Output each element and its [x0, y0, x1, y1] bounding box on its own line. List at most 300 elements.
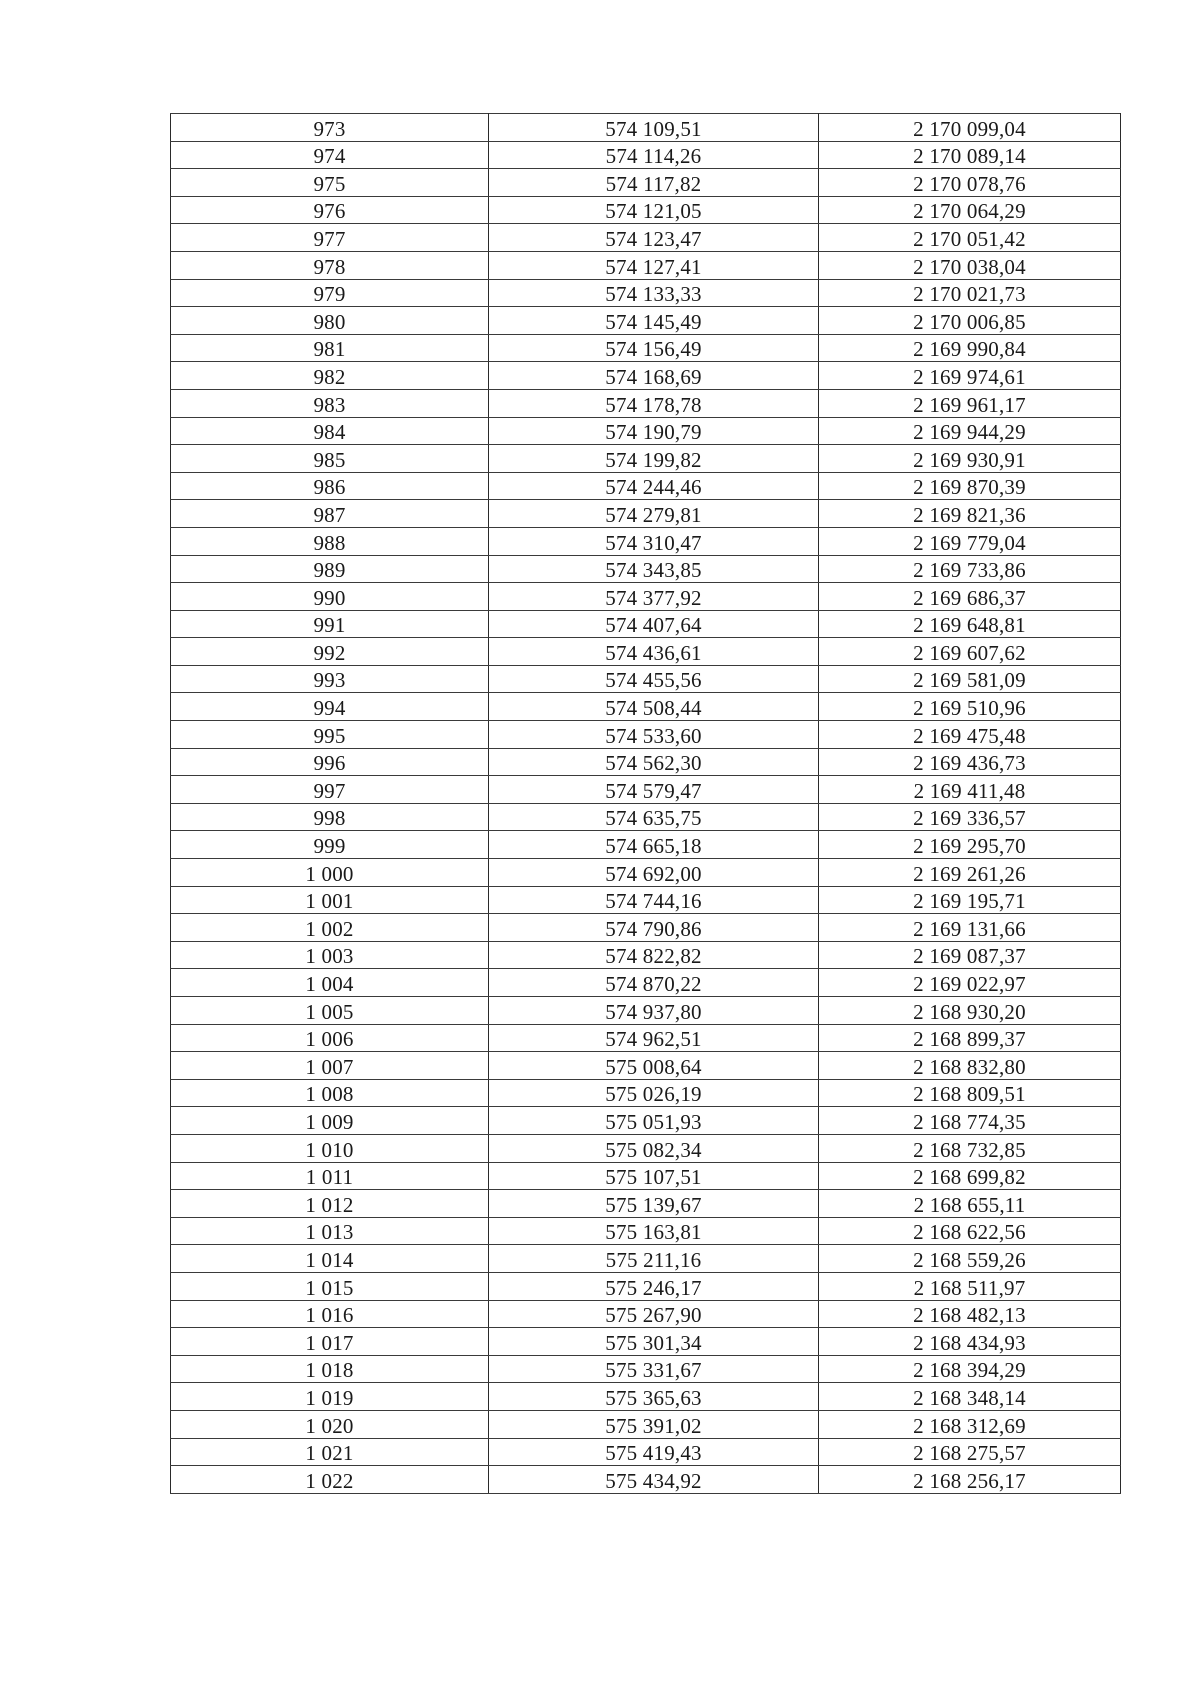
table-row: [171, 334, 1121, 362]
cell-text: 2 168 348,14: [913, 1385, 1026, 1410]
cell-text: 2 168 809,51: [913, 1082, 1026, 1107]
cell-text: 987: [313, 502, 346, 527]
table-row: [171, 1162, 1121, 1190]
y-coordinate-cell: [819, 1328, 1121, 1356]
y-coordinate-cell: [819, 859, 1121, 887]
point-number-cell: [171, 224, 489, 252]
x-coordinate-cell: [489, 389, 819, 417]
point-number-cell: [171, 1217, 489, 1245]
x-coordinate-cell: [489, 776, 819, 804]
cell-text: 981: [313, 337, 346, 362]
cell-text: 575 139,67: [605, 1192, 702, 1217]
y-coordinate-cell: [819, 445, 1121, 473]
table-row: [171, 1079, 1121, 1107]
point-number-cell: [171, 500, 489, 528]
cell-text: 994: [313, 696, 346, 721]
table-row: [171, 1272, 1121, 1300]
point-number-cell: [171, 1052, 489, 1080]
point-number-cell: [171, 307, 489, 335]
x-coordinate-cell: [489, 196, 819, 224]
cell-text: 574 790,86: [605, 916, 702, 941]
table-row: [171, 1438, 1121, 1466]
cell-text: 574 310,47: [605, 530, 702, 555]
table-row: [171, 445, 1121, 473]
cell-text: 1 002: [305, 916, 354, 941]
cell-text: 1 015: [305, 1275, 354, 1300]
x-coordinate-cell: [489, 334, 819, 362]
cell-text: 1 000: [305, 861, 354, 886]
y-coordinate-cell: [819, 1466, 1121, 1494]
cell-text: 574 436,61: [605, 640, 702, 665]
table-row: [171, 1107, 1121, 1135]
y-coordinate-cell: [819, 831, 1121, 859]
cell-text: 574 455,56: [605, 668, 702, 693]
table-row: [171, 472, 1121, 500]
x-coordinate-cell: [489, 969, 819, 997]
y-coordinate-cell: [819, 997, 1121, 1025]
cell-text: 2 169 961,17: [913, 392, 1026, 417]
cell-text: 985: [313, 447, 346, 472]
cell-text: 2 168 655,11: [913, 1192, 1026, 1217]
cell-text: 2 169 607,62: [913, 640, 1026, 665]
cell-text: 2 168 832,80: [913, 1054, 1026, 1079]
cell-text: 997: [313, 778, 346, 803]
y-coordinate-cell: [819, 776, 1121, 804]
y-coordinate-cell: [819, 1438, 1121, 1466]
x-coordinate-cell: [489, 527, 819, 555]
point-number-cell: [171, 1134, 489, 1162]
coordinates-table: [170, 113, 1121, 1494]
cell-text: 2 170 099,04: [913, 116, 1026, 141]
cell-text: 986: [313, 475, 346, 500]
table-row: [171, 527, 1121, 555]
cell-text: 1 005: [305, 999, 354, 1024]
cell-text: 1 019: [305, 1385, 354, 1410]
cell-text: 2 169 581,09: [913, 668, 1026, 693]
table-row: [171, 114, 1121, 142]
cell-text: 574 244,46: [605, 475, 702, 500]
y-coordinate-cell: [819, 224, 1121, 252]
point-number-cell: [171, 941, 489, 969]
point-number-cell: [171, 114, 489, 142]
cell-text: 2 169 411,48: [913, 778, 1026, 803]
cell-text: 999: [313, 834, 346, 859]
cell-text: 2 170 078,76: [913, 171, 1026, 196]
x-coordinate-cell: [489, 1134, 819, 1162]
cell-text: 574 744,16: [605, 889, 702, 914]
point-number-cell: [171, 1272, 489, 1300]
y-coordinate-cell: [819, 196, 1121, 224]
point-number-cell: [171, 555, 489, 583]
x-coordinate-cell: [489, 417, 819, 445]
x-coordinate-cell: [489, 555, 819, 583]
y-coordinate-cell: [819, 665, 1121, 693]
cell-text: 575 211,16: [605, 1247, 702, 1272]
point-number-cell: [171, 196, 489, 224]
cell-text: 574 822,82: [605, 944, 702, 969]
point-number-cell: [171, 886, 489, 914]
y-coordinate-cell: [819, 748, 1121, 776]
cell-text: 1 017: [305, 1330, 354, 1355]
cell-text: 2 168 312,69: [913, 1413, 1026, 1438]
cell-text: 575 391,02: [605, 1413, 702, 1438]
x-coordinate-cell: [489, 362, 819, 390]
x-coordinate-cell: [489, 748, 819, 776]
point-number-cell: [171, 914, 489, 942]
x-coordinate-cell: [489, 1300, 819, 1328]
table-row: [171, 1024, 1121, 1052]
cell-text: 996: [313, 751, 346, 776]
table-row: [171, 1410, 1121, 1438]
y-coordinate-cell: [819, 389, 1121, 417]
x-coordinate-cell: [489, 583, 819, 611]
cell-text: 978: [313, 254, 346, 279]
x-coordinate-cell: [489, 941, 819, 969]
point-number-cell: [171, 472, 489, 500]
y-coordinate-cell: [819, 527, 1121, 555]
x-coordinate-cell: [489, 914, 819, 942]
y-coordinate-cell: [819, 914, 1121, 942]
table-row: [171, 721, 1121, 749]
cell-text: 1 013: [305, 1220, 354, 1245]
y-coordinate-cell: [819, 1190, 1121, 1218]
point-number-cell: [171, 334, 489, 362]
cell-text: 2 169 870,39: [913, 475, 1026, 500]
y-coordinate-cell: [819, 114, 1121, 142]
x-coordinate-cell: [489, 114, 819, 142]
x-coordinate-cell: [489, 1052, 819, 1080]
table-row: [171, 1300, 1121, 1328]
cell-text: 1 009: [305, 1109, 354, 1134]
cell-text: 990: [313, 585, 346, 610]
y-coordinate-cell: [819, 941, 1121, 969]
table-row: [171, 748, 1121, 776]
point-number-cell: [171, 610, 489, 638]
cell-text: 574 127,41: [605, 254, 702, 279]
cell-text: 2 169 510,96: [913, 696, 1026, 721]
table-row: [171, 279, 1121, 307]
cell-text: 2 169 974,61: [913, 364, 1026, 389]
x-coordinate-cell: [489, 665, 819, 693]
cell-text: 574 562,30: [605, 751, 702, 776]
x-coordinate-cell: [489, 1024, 819, 1052]
y-coordinate-cell: [819, 1107, 1121, 1135]
y-coordinate-cell: [819, 1162, 1121, 1190]
cell-text: 2 168 774,35: [913, 1109, 1026, 1134]
point-number-cell: [171, 1328, 489, 1356]
x-coordinate-cell: [489, 1410, 819, 1438]
y-coordinate-cell: [819, 169, 1121, 197]
cell-text: 1 018: [305, 1358, 354, 1383]
table-row: [171, 1383, 1121, 1411]
cell-text: 575 107,51: [605, 1165, 702, 1190]
cell-text: 991: [313, 613, 346, 638]
table-row: [171, 886, 1121, 914]
cell-text: 2 170 051,42: [913, 226, 1026, 251]
point-number-cell: [171, 1107, 489, 1135]
point-number-cell: [171, 859, 489, 887]
table-row: [171, 1466, 1121, 1494]
cell-text: 574 508,44: [605, 696, 702, 721]
cell-text: 998: [313, 806, 346, 831]
x-coordinate-cell: [489, 224, 819, 252]
table-row: [171, 831, 1121, 859]
cell-text: 979: [313, 282, 346, 307]
table-row: [171, 665, 1121, 693]
x-coordinate-cell: [489, 1355, 819, 1383]
cell-text: 575 301,34: [605, 1330, 702, 1355]
cell-text: 1 010: [305, 1137, 354, 1162]
y-coordinate-cell: [819, 969, 1121, 997]
cell-text: 574 156,49: [605, 337, 702, 362]
y-coordinate-cell: [819, 1272, 1121, 1300]
table-row: [171, 169, 1121, 197]
point-number-cell: [171, 831, 489, 859]
x-coordinate-cell: [489, 997, 819, 1025]
cell-text: 1 011: [305, 1165, 354, 1190]
y-coordinate-cell: [819, 307, 1121, 335]
cell-text: 2 169 648,81: [913, 613, 1026, 638]
y-coordinate-cell: [819, 1217, 1121, 1245]
point-number-cell: [171, 665, 489, 693]
y-coordinate-cell: [819, 1024, 1121, 1052]
point-number-cell: [171, 969, 489, 997]
x-coordinate-cell: [489, 886, 819, 914]
cell-text: 2 169 195,71: [913, 889, 1026, 914]
cell-text: 2 169 475,48: [913, 723, 1026, 748]
table-row: [171, 693, 1121, 721]
cell-text: 1 008: [305, 1082, 354, 1107]
point-number-cell: [171, 1190, 489, 1218]
table-row: [171, 251, 1121, 279]
table-row: [171, 500, 1121, 528]
cell-text: 574 168,69: [605, 364, 702, 389]
y-coordinate-cell: [819, 1383, 1121, 1411]
cell-text: 575 419,43: [605, 1441, 702, 1466]
x-coordinate-cell: [489, 1217, 819, 1245]
cell-text: 2 169 821,36: [913, 502, 1026, 527]
cell-text: 574 579,47: [605, 778, 702, 803]
cell-text: 2 170 021,73: [913, 282, 1026, 307]
cell-text: 984: [313, 420, 346, 445]
table-row: [171, 1190, 1121, 1218]
point-number-cell: [171, 803, 489, 831]
cell-text: 2 168 394,29: [913, 1358, 1026, 1383]
x-coordinate-cell: [489, 251, 819, 279]
y-coordinate-cell: [819, 555, 1121, 583]
cell-text: 574 635,75: [605, 806, 702, 831]
cell-text: 574 665,18: [605, 834, 702, 859]
cell-text: 2 170 089,14: [913, 144, 1026, 169]
cell-text: 2 168 275,57: [913, 1441, 1026, 1466]
y-coordinate-cell: [819, 1052, 1121, 1080]
cell-text: 2 168 434,93: [913, 1330, 1026, 1355]
point-number-cell: [171, 748, 489, 776]
point-number-cell: [171, 1438, 489, 1466]
table-row: [171, 389, 1121, 417]
cell-text: 1 012: [305, 1192, 354, 1217]
table-row: [171, 776, 1121, 804]
x-coordinate-cell: [489, 307, 819, 335]
table-row: [171, 914, 1121, 942]
x-coordinate-cell: [489, 610, 819, 638]
table-row: [171, 141, 1121, 169]
cell-text: 2 169 990,84: [913, 337, 1026, 362]
table-row: [171, 803, 1121, 831]
y-coordinate-cell: [819, 638, 1121, 666]
y-coordinate-cell: [819, 1355, 1121, 1383]
point-number-cell: [171, 417, 489, 445]
point-number-cell: [171, 1410, 489, 1438]
y-coordinate-cell: [819, 886, 1121, 914]
cell-text: 992: [313, 640, 346, 665]
point-number-cell: [171, 997, 489, 1025]
cell-text: 2 168 899,37: [913, 1027, 1026, 1052]
x-coordinate-cell: [489, 803, 819, 831]
x-coordinate-cell: [489, 279, 819, 307]
point-number-cell: [171, 1079, 489, 1107]
cell-text: 1 006: [305, 1027, 354, 1052]
cell-text: 575 331,67: [605, 1358, 702, 1383]
cell-text: 2 168 622,56: [913, 1220, 1026, 1245]
y-coordinate-cell: [819, 362, 1121, 390]
table-row: [171, 1355, 1121, 1383]
y-coordinate-cell: [819, 610, 1121, 638]
cell-text: 2 168 930,20: [913, 999, 1026, 1024]
point-number-cell: [171, 1355, 489, 1383]
table-row: [171, 196, 1121, 224]
x-coordinate-cell: [489, 169, 819, 197]
cell-text: 989: [313, 558, 346, 583]
y-coordinate-cell: [819, 1300, 1121, 1328]
cell-text: 575 365,63: [605, 1385, 702, 1410]
y-coordinate-cell: [819, 693, 1121, 721]
x-coordinate-cell: [489, 1079, 819, 1107]
x-coordinate-cell: [489, 831, 819, 859]
cell-text: 1 014: [305, 1247, 354, 1272]
cell-text: 2 170 064,29: [913, 199, 1026, 224]
y-coordinate-cell: [819, 583, 1121, 611]
cell-text: 2 169 087,37: [913, 944, 1026, 969]
table-row: [171, 1052, 1121, 1080]
cell-text: 574 109,51: [605, 116, 702, 141]
cell-text: 2 169 944,29: [913, 420, 1026, 445]
table-row: [171, 1328, 1121, 1356]
x-coordinate-cell: [489, 1328, 819, 1356]
cell-text: 2 169 336,57: [913, 806, 1026, 831]
cell-text: 2 169 733,86: [913, 558, 1026, 583]
point-number-cell: [171, 389, 489, 417]
cell-text: 2 169 295,70: [913, 834, 1026, 859]
x-coordinate-cell: [489, 1438, 819, 1466]
x-coordinate-cell: [489, 721, 819, 749]
table-row: [171, 307, 1121, 335]
point-number-cell: [171, 169, 489, 197]
point-number-cell: [171, 776, 489, 804]
y-coordinate-cell: [819, 1245, 1121, 1273]
x-coordinate-cell: [489, 859, 819, 887]
cell-text: 1 007: [305, 1054, 354, 1079]
cell-text: 995: [313, 723, 346, 748]
table-row: [171, 638, 1121, 666]
table-row: [171, 941, 1121, 969]
point-number-cell: [171, 1300, 489, 1328]
table-row: [171, 1134, 1121, 1162]
cell-text: 575 163,81: [605, 1220, 702, 1245]
cell-text: 2 168 559,26: [913, 1247, 1026, 1272]
point-number-cell: [171, 527, 489, 555]
y-coordinate-cell: [819, 803, 1121, 831]
table-row: [171, 610, 1121, 638]
cell-text: 575 434,92: [605, 1468, 702, 1493]
cell-text: 980: [313, 309, 346, 334]
x-coordinate-cell: [489, 1107, 819, 1135]
cell-text: 1 016: [305, 1303, 354, 1328]
y-coordinate-cell: [819, 721, 1121, 749]
point-number-cell: [171, 141, 489, 169]
point-number-cell: [171, 693, 489, 721]
cell-text: 575 267,90: [605, 1303, 702, 1328]
y-coordinate-cell: [819, 472, 1121, 500]
cell-text: 574 121,05: [605, 199, 702, 224]
table-row: [171, 362, 1121, 390]
table-row: [171, 859, 1121, 887]
y-coordinate-cell: [819, 1134, 1121, 1162]
point-number-cell: [171, 1024, 489, 1052]
y-coordinate-cell: [819, 251, 1121, 279]
point-number-cell: [171, 1245, 489, 1273]
x-coordinate-cell: [489, 1383, 819, 1411]
x-coordinate-cell: [489, 141, 819, 169]
table-row: [171, 997, 1121, 1025]
cell-text: 993: [313, 668, 346, 693]
cell-text: 988: [313, 530, 346, 555]
cell-text: 983: [313, 392, 346, 417]
cell-text: 574 377,92: [605, 585, 702, 610]
point-number-cell: [171, 1383, 489, 1411]
cell-text: 574 190,79: [605, 420, 702, 445]
x-coordinate-cell: [489, 1466, 819, 1494]
y-coordinate-cell: [819, 1410, 1121, 1438]
cell-text: 1 021: [305, 1441, 354, 1466]
cell-text: 574 870,22: [605, 972, 702, 996]
cell-text: 974: [313, 144, 346, 169]
point-number-cell: [171, 279, 489, 307]
y-coordinate-cell: [819, 279, 1121, 307]
x-coordinate-cell: [489, 1272, 819, 1300]
cell-text: 574 199,82: [605, 447, 702, 472]
y-coordinate-cell: [819, 1079, 1121, 1107]
cell-text: 977: [313, 226, 346, 251]
cell-text: 574 117,82: [605, 171, 702, 196]
cell-text: 575 051,93: [605, 1109, 702, 1134]
x-coordinate-cell: [489, 638, 819, 666]
point-number-cell: [171, 362, 489, 390]
x-coordinate-cell: [489, 1162, 819, 1190]
y-coordinate-cell: [819, 417, 1121, 445]
cell-text: 1 004: [305, 972, 354, 996]
cell-text: 1 001: [305, 889, 354, 914]
cell-text: 574 533,60: [605, 723, 702, 748]
table-row: [171, 1245, 1121, 1273]
cell-text: 575 026,19: [605, 1082, 702, 1107]
cell-text: 2 168 699,82: [913, 1165, 1026, 1190]
cell-text: 574 123,47: [605, 226, 702, 251]
cell-text: 2 170 006,85: [913, 309, 1026, 334]
table-row: [171, 583, 1121, 611]
cell-text: 2 169 930,91: [913, 447, 1026, 472]
cell-text: 976: [313, 199, 346, 224]
